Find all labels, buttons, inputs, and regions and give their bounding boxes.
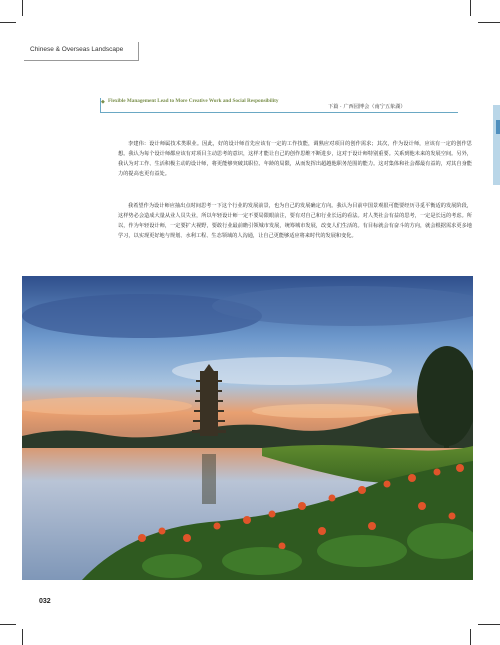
crop-mark bbox=[22, 0, 23, 16]
edge-color-tab bbox=[493, 105, 500, 185]
crop-mark bbox=[0, 624, 16, 625]
article-paragraph: 李建伟：设计师属技术类职业。因此，好的设计师首先应该有一定的工作技能，调熟应对项目的创作需求；其次，作为设计师，应该有一定的创作思想。我认为每个设计师都应该有对项目主动思考的意识，这样才能让自己的创作思维不断进步，这对于设计师特别重要。关系到他未来的发展空间。另外，我认为对工作、生活积极主动的设计师，将更能够突破其职位、年龄的局限，从而发挥出超越他职务范围的能力。这对集体和社会都最有益的，对其自身能力的提高也更有益处。 bbox=[118, 141, 472, 177]
crop-mark bbox=[478, 22, 500, 23]
banner-divider bbox=[100, 112, 458, 113]
running-header-text: Chinese & Overseas Landscape bbox=[30, 46, 124, 53]
crop-mark bbox=[0, 22, 16, 23]
leaf-bullet-icon: ◆ bbox=[101, 99, 105, 105]
crop-mark bbox=[22, 629, 23, 645]
crop-mark bbox=[478, 624, 500, 625]
crop-mark bbox=[470, 629, 471, 645]
pagoda-lake-sunset-photo bbox=[22, 276, 473, 580]
section-title-en: Flexible Management Lead to More Creative Work and Social Responsibility bbox=[108, 98, 279, 104]
section-subtitle: 下篇 · 广西园博会（南宁五象湖） bbox=[328, 104, 406, 110]
crop-mark bbox=[470, 0, 471, 16]
page-number: 032 bbox=[39, 598, 51, 605]
article-paragraph: 我希望作为设计师应抽出点时间思考一下这个行业的发展前景，也为自己的发展确定方向。我认为目前中国景观很可能要经历寻觅平衡适的发展阶段，这样势必会造成大量从业人员失业，所以年轻设计师一定不要局限眼前注，要有对自己和行业长远的看法。对人类社会有益的思考，一定是长远的考虑。所以，作为年轻设计师，一定要扩大视野，要敢行业最前瞻引领城市发展，统筹城市发展，改变人们生活的。有目标就会有奋斗的方向，就会根据需求更多地学习，以实现更好地与规划、水利工程、生态领域的人沟通，让自己更能够适应将来时代的发展和变化。 bbox=[118, 203, 472, 239]
edge-color-tab-accent bbox=[496, 120, 500, 134]
